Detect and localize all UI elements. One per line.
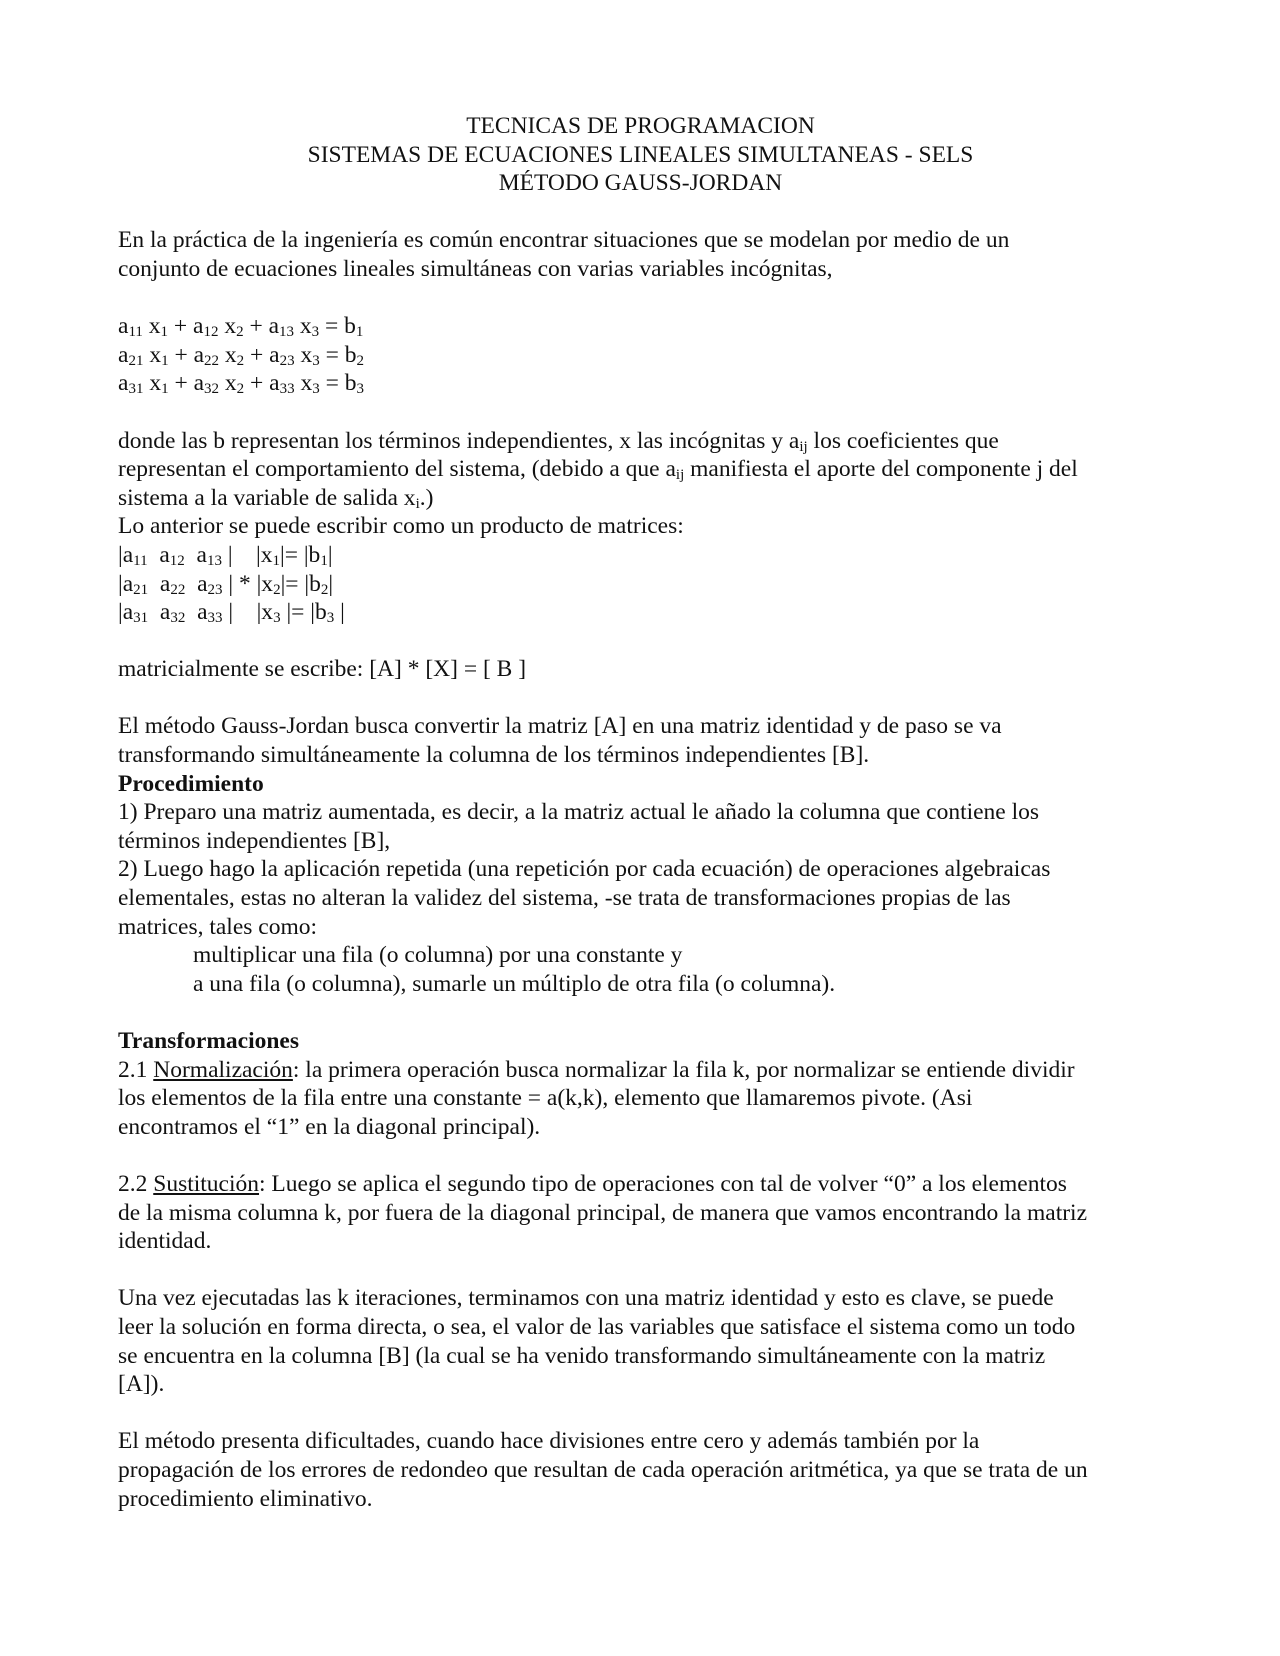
explanation-line: donde las b representan los términos independientes, x las incógnitas y $a_{ij}$ los coeficientes que [118, 427, 999, 455]
title-course: TECNICAS DE PROGRAMACION [466, 113, 815, 139]
term-normalizacion: Normalización [153, 1056, 293, 1083]
document-title [118, 112, 1163, 198]
method-line: El método Gauss-Jordan busca convertir la matriz [A] en una matriz identidad y de paso se va [118, 713, 1002, 740]
difficulties-line: procedimiento eliminativo. [118, 1485, 373, 1512]
explanation-line: sistema a la variable de salida $x_i$.) [118, 484, 434, 512]
explanation-line: Lo anterior se puede escribir como un producto de matrices: [118, 513, 684, 540]
matrix-product [118, 541, 1163, 627]
procedure-step-line: 2) Luego hago la aplicación repetida (una repetición por cada ecuación) de operaciones algebraicas [118, 856, 1051, 883]
transformation-line: de la misma columna k, por fuera de la diagonal principal, de manera que vamos encontrando la matriz [118, 1199, 1088, 1226]
procedure-step-line: términos independientes [B], [118, 827, 391, 854]
transformations-heading: Transformaciones [118, 1028, 300, 1054]
procedure-heading: Procedimiento [118, 770, 264, 797]
procedure-step-line: elementales, estas no alteran la validez del sistema, -se trata de transformaciones propias de las [118, 885, 1011, 912]
title-method: MÉTODO GAUSS-JORDAN [498, 170, 783, 197]
matrix-row: $|a_{21}$ $a_{22}$ $a_{23}$ | * $|x_2|= |b_2|$ [118, 570, 334, 598]
intro-line: conjunto de ecuaciones lineales simultáneas con varias variables incógnitas, [118, 255, 833, 282]
matrix-notation: matricialmente se escribe: [A] * [X] = [ B ] [118, 656, 527, 683]
equation-system [118, 312, 1163, 398]
intro-line: En la práctica de la ingeniería es común encontrar situaciones que se modelan por medio de un [118, 227, 1010, 254]
operation-item: multiplicar una fila (o columna) por una constante y [193, 942, 683, 969]
difficulties-line: El método presenta dificultades, cuando hace divisiones entre cero y además también por la [118, 1428, 980, 1455]
matrix-row: $|a_{31}$ $a_{32}$ $a_{33}$ | $|x_3$ |= $|b_3$ | [118, 599, 345, 627]
conclusion-line: Una vez ejecutadas las k iteraciones, terminamos con una matriz identidad y esto es clave, se puede [118, 1285, 1054, 1312]
document-page [118, 112, 1163, 1513]
equation-row: $a_{21}$ $x_1 + a_{22}$ $x_2 + a_{23}$ $x_3 = b_2$ [118, 341, 364, 369]
transformation-line: 2.1 Normalización: la primera operación busca normalizar la fila k, por normalizar se entiende dividir [118, 1056, 1075, 1083]
conclusion-line: [A]). [118, 1371, 165, 1398]
method-line: transformando simultáneamente la columna de los términos independientes [B]. [118, 742, 870, 769]
operation-item: a una fila (o columna), sumarle un múltiplo de otra fila (o columna). [193, 970, 836, 997]
title-topic: SISTEMAS DE ECUACIONES LINEALES SIMULTANEAS - SELS [307, 141, 974, 168]
equation-row: $a_{11}$ $x_1 + a_{12}$ $x_2 + a_{13}$ $x_3 = b_1$ [118, 313, 364, 341]
transformation-line: los elementos de la fila entre una constante = a(k,k), elemento que llamaremos pivote. (Asi [118, 1085, 973, 1112]
conclusion-line: se encuentra en la columna [B] (la cual se ha venido transformando simultáneamente con la matriz [118, 1342, 1046, 1369]
term-sustitucion: Sustitución [153, 1170, 260, 1197]
equation-row: $a_{31}$ $x_1 + a_{32}$ $x_2 + a_{33}$ $x_3 = b_3$ [118, 370, 364, 398]
conclusion-line: leer la solución en forma directa, o sea, el valor de las variables que satisface el sistema como un todo [118, 1313, 1076, 1340]
difficulties-line: propagación de los errores de redondeo que resultan de cada operación aritmética, ya que se trata de un [118, 1456, 1088, 1483]
transformation-line: encontramos el “1” en la diagonal principal). [118, 1113, 541, 1140]
procedure-step-line: 1) Preparo una matriz aumentada, es decir, a la matriz actual le añado la columna que contiene los [118, 799, 1040, 826]
transformation-line: identidad. [118, 1228, 212, 1255]
procedure-step-line: matrices, tales como: [118, 913, 318, 940]
explanation-line: representan el comportamiento del sistema, (debido a que $a_{ij}$ manifiesta el aporte del componente j del [118, 456, 1078, 484]
transformation-line: 2.2 Sustitución: Luego se aplica el segundo tipo de operaciones con tal de volver “0” a los elementos [118, 1170, 1067, 1197]
matrix-row: $|a_{11}$ $a_{12}$ $a_{13}$ | $|x_1|= |b_1|$ [118, 541, 333, 569]
